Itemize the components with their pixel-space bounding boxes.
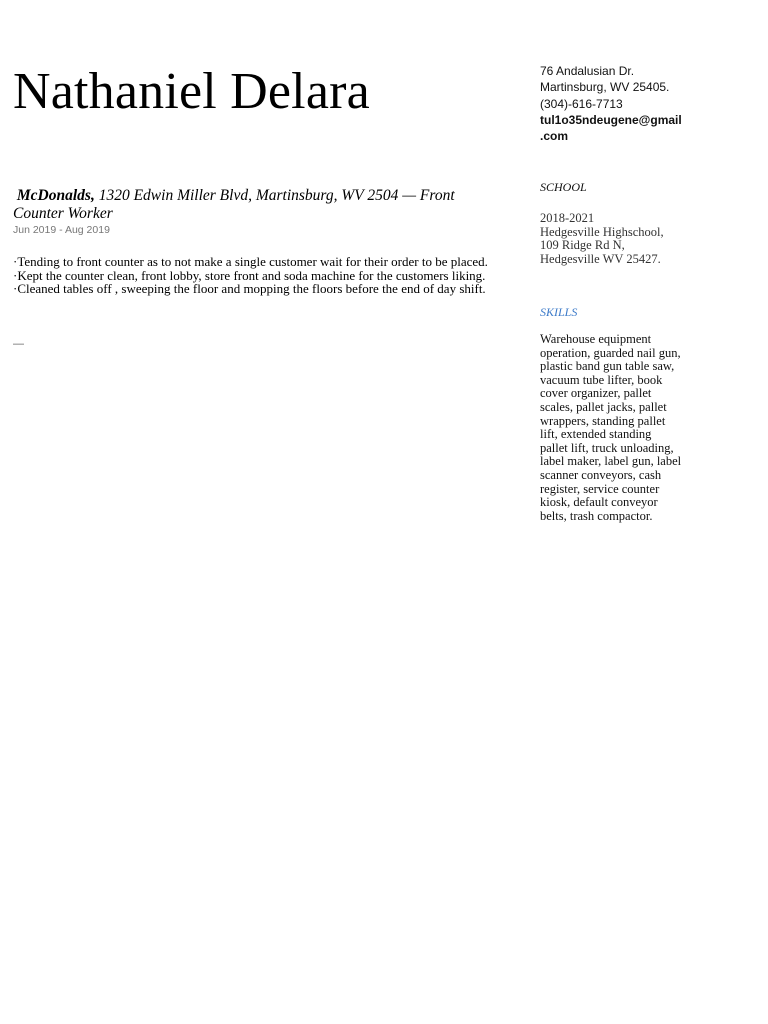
email-line-1: tul1o35ndeugene@gmail xyxy=(540,112,682,127)
job-company: McDonalds, xyxy=(16,187,95,204)
job-bullet: ·Cleaned tables off , sweeping the floor and mopping the floors before the end of day shift. xyxy=(13,281,486,297)
skills-heading: SKILLS xyxy=(540,305,578,319)
section-divider: — xyxy=(13,338,24,350)
school-name: Hedgesville Highschool, xyxy=(540,224,664,239)
school-years: 2018-2021 xyxy=(540,211,595,225)
job-heading xyxy=(13,187,508,223)
job-bullet: ·Kept the counter clean, front lobby, store front and soda machine for the customers liking. xyxy=(13,267,486,283)
skills-text: Warehouse equipment operation, guarded nail gun, plastic band gun table saw, vacuum tube lifter, book cover organizer, pallet scales, pallet jacks, pallet wrappers, standing pallet lift, extended standing pallet lift, truck unloading, label maker, label gun, label scanner conveyors, cash register, service counter kiosk, default conveyor belts, trash compactor. xyxy=(540,332,682,523)
school-street: 109 Ridge Rd N, xyxy=(540,238,625,253)
job-details: 1320 Edwin Miller Blvd, Martinsburg, WV 2504 — Front Counter Worker xyxy=(13,187,455,222)
address-line-1: 76 Andalusian Dr. xyxy=(540,64,635,78)
job-bullet: ·Tending to front counter as to not make a single customer wait for their order to be placed. xyxy=(13,254,488,269)
job-dates: Jun 2019 - Aug 2019 xyxy=(13,224,110,236)
experience-section xyxy=(13,187,508,296)
school-city: Hedgesville WV 25427. xyxy=(540,251,661,266)
school-heading: SCHOOL xyxy=(540,180,587,194)
contact-block xyxy=(540,63,690,144)
email-line-2: .com xyxy=(540,129,569,144)
address-line-2: Martinsburg, WV 25405. xyxy=(540,80,670,95)
phone-number: (304)-616-7713 xyxy=(540,96,623,111)
resume-name: Nathaniel Delara xyxy=(13,63,370,120)
job-bullet-list xyxy=(13,255,508,296)
school-block xyxy=(540,212,690,266)
